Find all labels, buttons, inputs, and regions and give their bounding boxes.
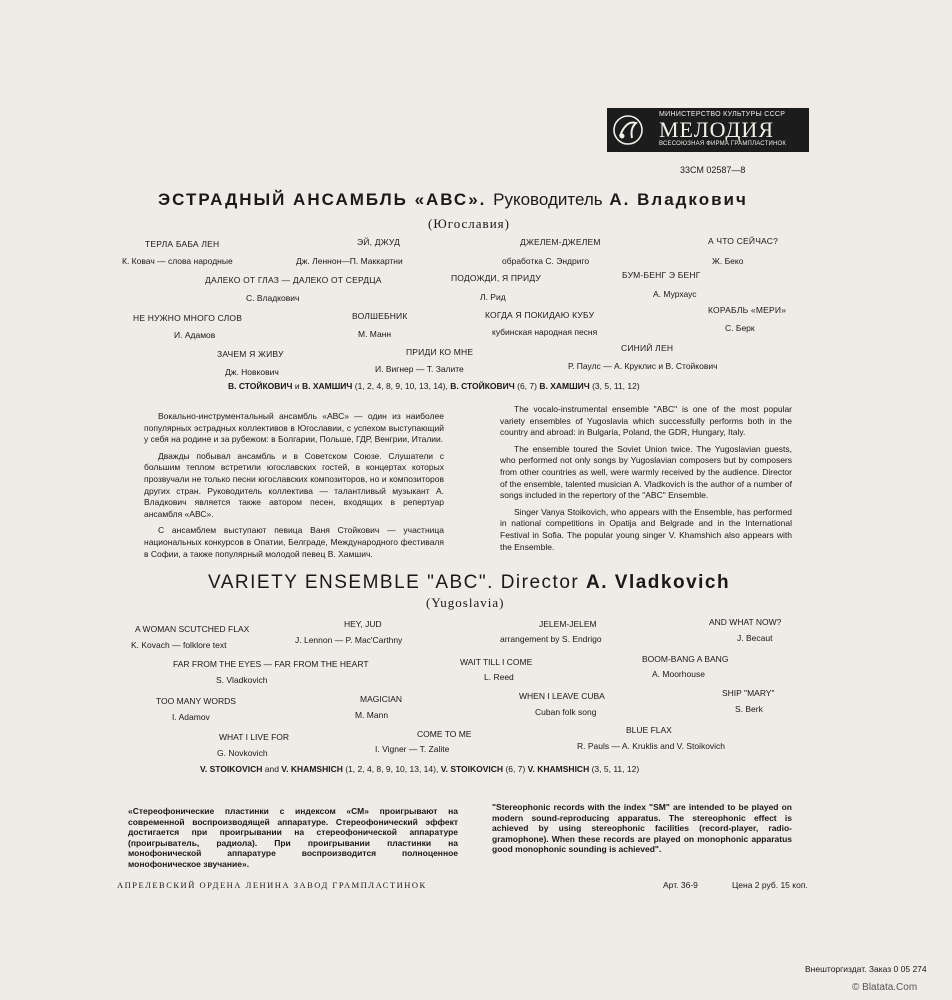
en-heading-director-label: Director bbox=[500, 572, 580, 593]
en-heading bbox=[208, 572, 730, 594]
en-soloist-name: V. KHAMSHICH bbox=[281, 764, 343, 774]
ru-track-title: А ЧТО СЕЙЧАС? bbox=[708, 236, 779, 246]
en-track-credit: Cuban folk song bbox=[535, 707, 597, 717]
en-track-title: FAR FROM THE EYES — FAR FROM THE HEART bbox=[173, 659, 369, 669]
en-stereo-note: "Stereophonic records with the index "SM" are intended to be played on modern sound-reproducing apparatus. The stereophonic effect is achieved by using stereophonic facilities (record-player, radio-gramophone). When these records are played on monophonic apparatus good monophonic sounding is achieved". bbox=[492, 802, 792, 855]
ru-stereo-note: «Стереофонические пластинки с индексом «СМ» проигрывают на современной воспроизводящей аппаратуре. Стереофонический эффект достигается при проигрывании на стереофонической аппаратуре (проигрыватель, радиола). При проигрывании пластинки на монофонической аппаратуре воспроизводится полноценное монофоническое звучание». bbox=[128, 806, 458, 869]
ru-track-credit: С. Берк bbox=[725, 323, 755, 333]
en-track-credit: I. Vigner — T. Zalite bbox=[375, 744, 450, 754]
ru-track-title: ЭЙ, ДЖУД bbox=[357, 237, 401, 247]
ru-description-paragraph: Вокально-инструментальный ансамбль «АВС» — один из наиболее популярных эстрадных коллективов в Югославии, с успехом выступающий у себя на родине и за рубежом: в Болгарии, Польше, ГДР, Венгрии, Италии. bbox=[144, 411, 444, 445]
ru-soloist-tracks: (1, 2, 4, 8, 9, 10, 13, 14), bbox=[354, 381, 448, 391]
order-number: Внешторгиздат. Заказ 0 05 274 bbox=[805, 964, 927, 974]
en-soloist-tracks: (1, 2, 4, 8, 9, 10, 13, 14), bbox=[345, 764, 439, 774]
en-track-credit: I. Adamov bbox=[172, 712, 210, 722]
ru-track-title: ПРИДИ КО МНЕ bbox=[406, 347, 474, 357]
en-track-title: SHIP "MARY" bbox=[722, 688, 775, 698]
ru-description-paragraph: Дважды побывал ансамбль и в Советском Союзе. Слушатели с большим теплом встретили югославских гостей, в концертах которых прозвучали не только песни югославских композиторов, но и композиторов других стран. Руководитель коллектива — талантливый музыкант А. Владкович является также автором песен, входящих в репертуар ансамбля «АВС». bbox=[144, 450, 444, 519]
en-track-credit: A. Moorhouse bbox=[652, 669, 705, 679]
ru-track-title: ВОЛШЕБНИК bbox=[352, 311, 408, 321]
ru-soloist-tracks: (6, 7) bbox=[517, 381, 537, 391]
en-soloist-name: V. KHAMSHICH bbox=[527, 764, 590, 774]
en-soloist-tracks: (6, 7) bbox=[505, 764, 526, 774]
en-soloist-name: V. STOIKOVICH bbox=[440, 764, 504, 774]
en-soloist-and: and bbox=[264, 764, 279, 774]
en-soloist-name: V. STOIKOVICH bbox=[200, 764, 263, 774]
ru-soloist-name: В. ХАМШИЧ bbox=[539, 381, 590, 391]
ru-track-credit: А. Мурхаус bbox=[653, 289, 697, 299]
ru-heading-director: А. Владкович bbox=[609, 190, 748, 209]
en-track-credit: S. Berk bbox=[735, 704, 763, 714]
ru-track-title: ДЖЕЛЕМ-ДЖЕЛЕМ bbox=[520, 237, 601, 247]
ru-heading-ensemble: ЭСТРАДНЫЙ АНСАМБЛЬ «АВС». bbox=[158, 190, 487, 209]
ru-soloists bbox=[228, 381, 640, 391]
en-description bbox=[500, 404, 792, 553]
en-track-credit: K. Kovach — folklore text bbox=[131, 640, 227, 650]
ru-description bbox=[144, 411, 444, 560]
ru-track-title: ТЕРЛА БАБА ЛЕН bbox=[145, 239, 220, 249]
ru-track-credit: Дж. Новкович bbox=[225, 367, 279, 377]
en-heading-ensemble: VARIETY ENSEMBLE "ABC". bbox=[208, 572, 494, 593]
en-soloists bbox=[200, 764, 639, 774]
ru-track-title: ПОДОЖДИ, Я ПРИДУ bbox=[451, 273, 541, 283]
en-track-credit: J. Becaut bbox=[737, 633, 773, 643]
en-track-title: MAGICIAN bbox=[360, 694, 403, 704]
ru-track-credit: Р. Паулс — А. Круклис и В. Стойкович bbox=[568, 361, 718, 371]
en-track-credit: J. Lennon — P. Mac'Carthny bbox=[295, 635, 403, 645]
en-heading-director: A. Vladkovich bbox=[586, 572, 731, 593]
ru-track-title: ДАЛЕКО ОТ ГЛАЗ — ДАЛЕКО ОТ СЕРДЦА bbox=[205, 275, 382, 285]
en-track-credit: M. Mann bbox=[355, 710, 389, 720]
ru-track-credit: Ж. Беко bbox=[712, 256, 744, 266]
ru-track-credit: Л. Рид bbox=[480, 292, 506, 302]
ru-soloist-name: В. СТОЙКОВИЧ bbox=[228, 381, 293, 391]
plant-name: АПРЕЛЕВСКИЙ ОРДЕНА ЛЕНИНА ЗАВОД ГРАМПЛАСТИНОК bbox=[117, 880, 427, 890]
ru-track-credit: кубинская народная песня bbox=[492, 327, 598, 337]
ru-heading bbox=[158, 190, 748, 210]
en-track-title: HEY, JUD bbox=[344, 619, 382, 629]
en-track-credit: R. Pauls — A. Kruklis and V. Stoikovich bbox=[577, 741, 726, 751]
ru-soloist-tracks: (3, 5, 11, 12) bbox=[592, 381, 640, 391]
ru-track-title: ЗАЧЕМ Я ЖИВУ bbox=[217, 349, 284, 359]
en-track-title: COME TO ME bbox=[417, 729, 472, 739]
en-track-title: WHAT I LIVE FOR bbox=[219, 732, 290, 742]
ru-track-title: КОРАБЛЬ «МЕРИ» bbox=[708, 305, 787, 315]
ru-soloist-name: В. ХАМШИЧ bbox=[302, 381, 353, 391]
en-track-title: JELEM-JELEM bbox=[539, 619, 597, 629]
ru-country: (Югославия) bbox=[428, 216, 510, 231]
en-description-paragraph: Singer Vanya Stoikovich, who appears with the Ensemble, has performed in national competitions in Opatija and Belgrade and in the International Festival in Sofia. The popular young singer V. Khamshich also appears with the Ensemble. bbox=[500, 506, 792, 552]
melodiya-note-icon bbox=[612, 114, 644, 146]
en-track-title: BOOM-BANG A BANG bbox=[642, 654, 729, 664]
en-track-title: WHEN I LEAVE CUBA bbox=[519, 691, 605, 701]
en-description-paragraph: The vocalo-instrumental ensemble "ABC" is one of the most popular variety ensembles of Yugoslavia which successfully performs both in the country and abroad: in Bulgaria, Poland, the GDR, Hungary, Italy. bbox=[500, 404, 792, 438]
price: Цена 2 руб. 15 коп. bbox=[732, 880, 808, 890]
ru-track-title: НЕ НУЖНО МНОГО СЛОВ bbox=[133, 313, 243, 323]
watermark: © Blatata.Com bbox=[852, 982, 918, 993]
en-description-paragraph: The ensemble toured the Soviet Union twice. The Yugoslavian guests, who performed not only songs by Yugoslavian composers but by composers from other countries as well, were warmly received by the audience. Director of the ensemble, talented musician A. Vladkovich is the author of a number of songs included in the repertory of the "ABC" Ensemble. bbox=[500, 443, 792, 501]
catalog-number: 33СМ 02587—8 bbox=[680, 165, 746, 175]
logo-brand-text: МЕЛОДИЯ bbox=[659, 117, 774, 142]
en-track-credit: arrangement by S. Endrigo bbox=[500, 634, 602, 644]
melodiya-logo bbox=[607, 108, 809, 152]
ru-soloist-name: В. СТОЙКОВИЧ bbox=[450, 381, 515, 391]
ru-track-credit: К. Ковач — слова народные bbox=[122, 256, 233, 266]
ru-track-title: КОГДА Я ПОКИДАЮ КУБУ bbox=[485, 310, 595, 320]
logo-ministry-text: МИНИСТЕРСТВО КУЛЬТУРЫ СССР bbox=[659, 111, 786, 118]
ru-description-paragraph: С ансамблем выступают певица Ваня Стойкович — участница национальных конкурсов в Опатии, Белграде, Международного фестиваля в Софии, а также популярный молодой певец В. Хамшич. bbox=[144, 525, 444, 559]
ru-track-credit: И. Вигнер — Т. Залите bbox=[375, 364, 464, 374]
ru-track-credit: Дж. Леннон—П. Маккартни bbox=[296, 256, 403, 266]
en-country: (Yugoslavia) bbox=[426, 595, 505, 610]
ru-soloist-and: и bbox=[294, 381, 300, 391]
en-track-credit: S. Vladkovich bbox=[216, 675, 268, 685]
en-track-title: AND WHAT NOW? bbox=[709, 617, 782, 627]
ru-track-credit: И. Адамов bbox=[174, 330, 216, 340]
en-track-credit: L. Reed bbox=[484, 672, 514, 682]
ru-track-credit: обработка С. Эндриго bbox=[502, 256, 590, 266]
ru-track-title: БУМ-БЕНГ Э БЕНГ bbox=[622, 270, 701, 280]
article-number: Арт. 36-9 bbox=[663, 880, 698, 890]
en-track-title: BLUE FLAX bbox=[626, 725, 672, 735]
en-track-title: A WOMAN SCUTCHED FLAX bbox=[135, 624, 250, 634]
ru-track-credit: С. Владкович bbox=[246, 293, 300, 303]
en-track-title: TOO MANY WORDS bbox=[156, 696, 236, 706]
en-soloist-tracks: (3, 5, 11, 12) bbox=[591, 764, 640, 774]
logo-firm-text: ВСЕСОЮЗНАЯ ФИРМА ГРАМПЛАСТИНОК bbox=[659, 141, 787, 147]
en-track-title: WAIT TILL I COME bbox=[460, 657, 533, 667]
ru-track-credit: М. Манн bbox=[358, 329, 392, 339]
ru-heading-director-label: Руководитель bbox=[493, 190, 603, 209]
en-track-credit: G. Novkovich bbox=[217, 748, 268, 758]
ru-track-title: СИНИЙ ЛЕН bbox=[621, 343, 674, 353]
